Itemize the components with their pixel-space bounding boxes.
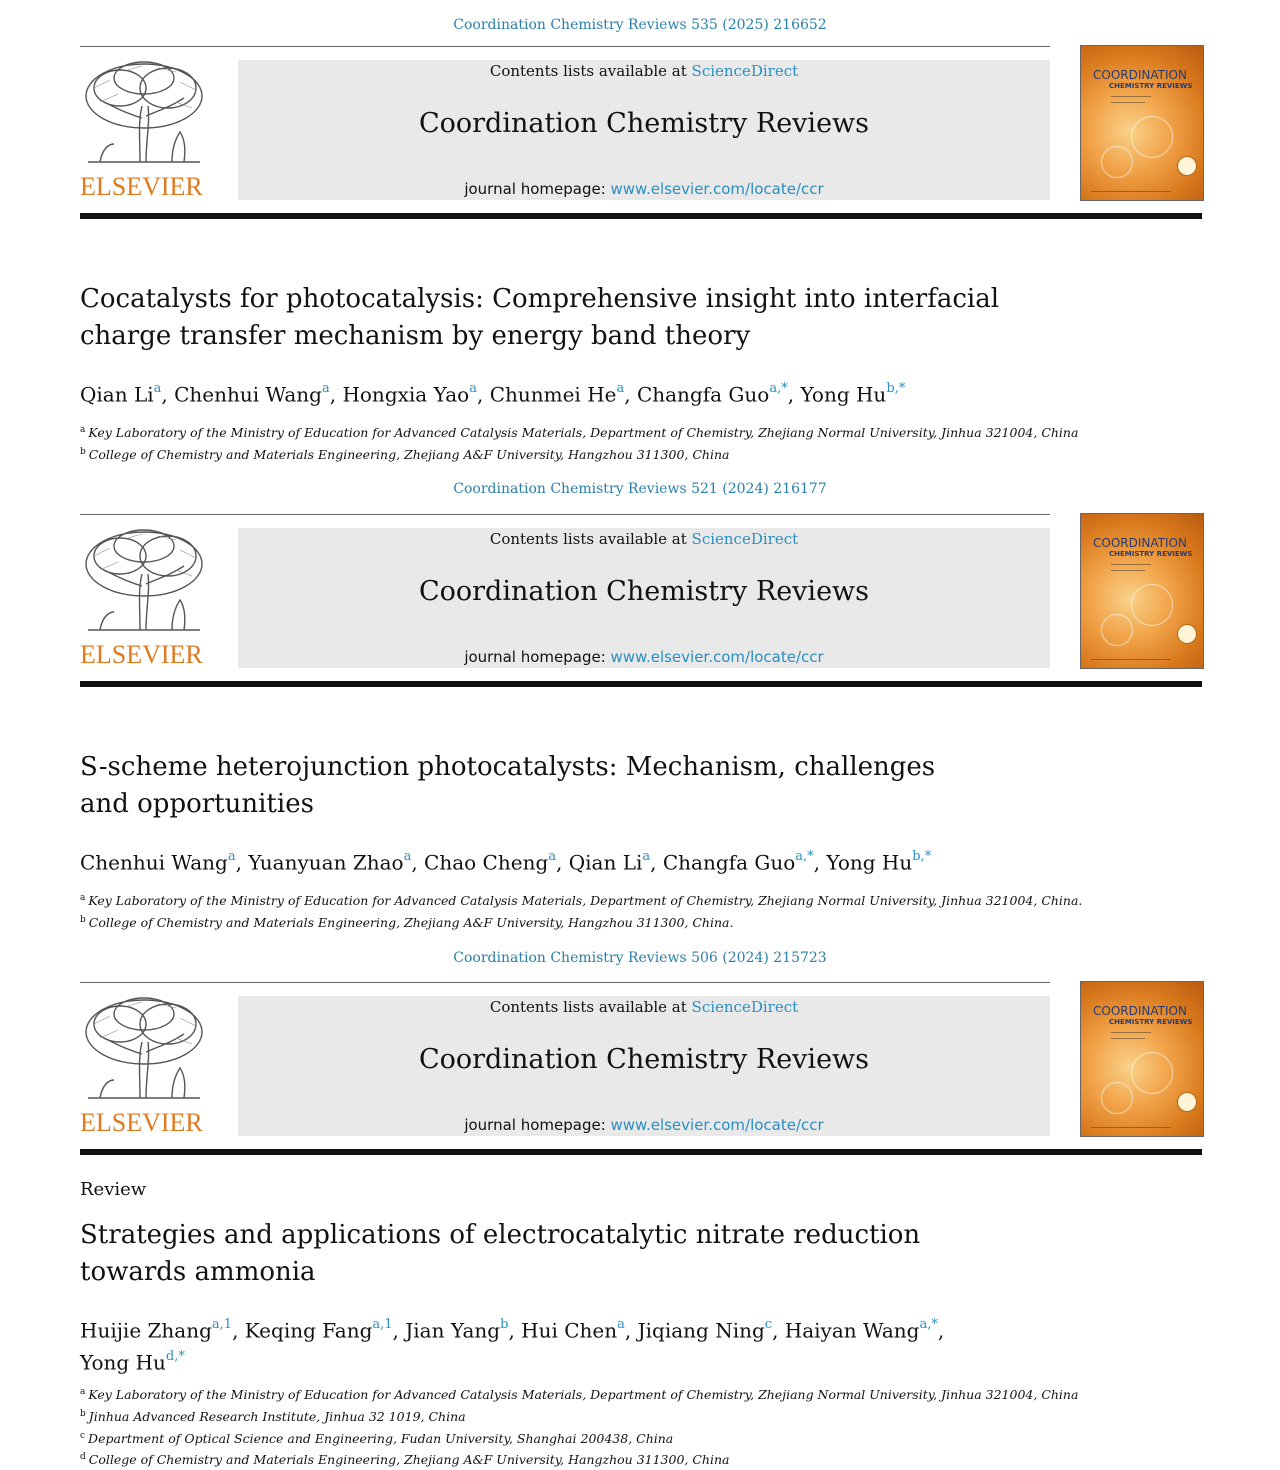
author-affil-mark[interactable]: a — [548, 849, 557, 864]
homepage-link[interactable]: www.elsevier.com/locate/ccr — [610, 180, 824, 198]
author-affil-mark[interactable]: a — [153, 381, 162, 396]
cover-text-line — [1111, 1038, 1145, 1039]
author-name[interactable]: Qian Li — [568, 850, 643, 875]
author-affil-mark[interactable]: b — [500, 1317, 509, 1332]
author-sep: , — [508, 1318, 522, 1343]
author-name[interactable]: Chunmei He — [489, 382, 617, 407]
author-affil-mark[interactable]: a — [227, 849, 236, 864]
homepage-line — [238, 648, 1050, 666]
journal-banner — [238, 996, 1050, 1136]
contents-line — [238, 62, 1050, 80]
cover-text-line — [1091, 1127, 1171, 1128]
author-name[interactable]: Hui Chen — [521, 1318, 618, 1343]
author-name[interactable]: Chenhui Wang — [80, 850, 228, 875]
contents-line — [238, 530, 1050, 548]
cover-title: COORDINATION — [1093, 68, 1187, 82]
cover-title: COORDINATION — [1093, 536, 1187, 550]
affiliation-list — [80, 421, 1180, 465]
journal-cover[interactable] — [1080, 45, 1204, 201]
affiliation — [80, 1448, 1180, 1470]
author-name[interactable]: Changfa Guo — [662, 850, 796, 875]
affiliation-list — [80, 889, 1180, 933]
affiliation — [80, 1427, 1180, 1449]
author-affil-mark[interactable]: a,1 — [211, 1317, 233, 1332]
contents-prefix: Contents lists available at — [489, 998, 692, 1016]
author-list — [80, 1313, 1080, 1376]
cover-text-line — [1111, 564, 1151, 565]
homepage-link[interactable]: www.elsevier.com/locate/ccr — [610, 1116, 824, 1134]
author-sep: , — [556, 850, 569, 875]
cover-seal — [1177, 156, 1197, 176]
elsevier-logo — [80, 526, 208, 668]
affiliation-mark: a — [80, 1387, 86, 1397]
author-name[interactable]: Hongxia Yao — [342, 382, 470, 407]
author-sep: , — [329, 382, 343, 407]
author-affil-mark[interactable]: a — [403, 849, 412, 864]
affiliation-mark: d — [80, 1452, 86, 1463]
title-line: charge transfer mechanism by energy band theory — [80, 321, 751, 351]
author-sep: , — [161, 382, 175, 407]
affiliation-mark: a — [80, 425, 86, 435]
affiliation — [80, 889, 1180, 911]
header-rule — [80, 46, 1050, 47]
author-name[interactable]: Chao Cheng — [424, 850, 549, 875]
affiliation — [80, 911, 1180, 933]
cover-text-line — [1111, 96, 1151, 97]
journal-name: Coordination Chemistry Reviews — [418, 108, 870, 139]
author-sep: , — [772, 1318, 785, 1343]
journal-name: Coordination Chemistry Reviews — [418, 1044, 870, 1075]
author-name[interactable]: Huijie Zhang — [80, 1318, 212, 1343]
author-name[interactable]: Yong Hu — [80, 1350, 166, 1375]
homepage-prefix: journal homepage: — [464, 1116, 611, 1134]
author-line — [80, 377, 1080, 409]
cover-decoration — [1101, 614, 1133, 646]
affiliation-text: Key Laboratory of the Ministry of Education for Advanced Catalysis Materials, Department of Chemistry, Zhejiang Normal University, Jinhua 321004, China — [88, 1387, 1079, 1403]
author-sep: , — [624, 382, 637, 407]
author-name[interactable]: Qian Li — [80, 382, 154, 407]
journal-citation[interactable]: Coordination Chemistry Reviews 535 (2025) 216652 — [453, 17, 827, 33]
cover-subtitle: CHEMISTRY REVIEWS — [1109, 550, 1193, 558]
publisher-name: ELSEVIER — [80, 172, 203, 201]
elsevier-logo — [80, 994, 208, 1136]
author-name[interactable]: Yong Hu — [800, 382, 887, 407]
cover-decoration — [1131, 584, 1173, 626]
cover-text-line — [1091, 191, 1171, 192]
title-line: Cocatalysts for photocatalysis: Comprehensive insight into interfacial — [80, 284, 1000, 314]
author-name[interactable]: Keqing Fang — [244, 1318, 373, 1343]
header-rule — [80, 982, 1050, 983]
author-sep: , — [232, 1318, 245, 1343]
cover-subtitle: CHEMISTRY REVIEWS — [1109, 1018, 1193, 1026]
author-affil-mark[interactable]: a,* — [795, 849, 814, 864]
author-affil-mark[interactable]: a,1 — [372, 1317, 393, 1332]
journal-banner — [238, 528, 1050, 668]
author-affil-mark[interactable]: b,* — [886, 381, 906, 396]
author-list — [80, 845, 1080, 877]
cover-decoration — [1131, 116, 1173, 158]
affiliation — [80, 421, 1180, 443]
sciencedirect-link[interactable]: ScienceDirect — [691, 998, 799, 1016]
author-name[interactable]: Haiyan Wang — [784, 1318, 920, 1343]
elsevier-tree-icon — [80, 58, 208, 170]
author-affil-mark[interactable]: a — [617, 1317, 625, 1332]
author-sep: , — [392, 1318, 406, 1343]
affiliation-text: Department of Optical Science and Engineering, Fudan University, Shanghai 200438, China — [88, 1430, 674, 1446]
cover-title: COORDINATION — [1093, 1004, 1187, 1018]
author-name[interactable]: Changfa Guo — [636, 382, 770, 407]
homepage-link[interactable]: www.elsevier.com/locate/ccr — [610, 648, 824, 666]
header-thick-rule — [80, 1149, 1202, 1155]
affiliation-text: College of Chemistry and Materials Engineering, Zhejiang A&F University, Hangzhou 311300, China — [88, 446, 730, 462]
author-sep: , — [937, 1318, 945, 1343]
author-sep: , — [235, 850, 249, 875]
affiliation-text: Key Laboratory of the Ministry of Education for Advanced Catalysis Materials, Department of Chemistry, Zhejiang Normal University, Jinhua 321004, China. — [88, 893, 1083, 909]
journal-cover[interactable] — [1080, 513, 1204, 669]
cover-decoration — [1101, 146, 1133, 178]
author-sep: , — [650, 850, 663, 875]
author-name[interactable]: Jian Yang — [405, 1318, 501, 1343]
article-type: Review — [80, 1179, 147, 1200]
author-list — [80, 377, 1080, 409]
author-sep: , — [411, 850, 425, 875]
author-affil-mark[interactable]: a — [616, 381, 625, 396]
cover-decoration — [1101, 1082, 1133, 1114]
cover-text-line — [1111, 102, 1145, 103]
author-name[interactable]: Yuanyuan Zhao — [248, 850, 404, 875]
author-affil-mark[interactable]: c — [764, 1317, 773, 1332]
author-affil-mark[interactable]: a,* — [769, 381, 788, 396]
affiliation-mark: b — [80, 914, 86, 925]
cover-seal — [1177, 1092, 1197, 1112]
affiliation-text: College of Chemistry and Materials Engineering, Zhejiang A&F University, Hangzhou 311300, China. — [88, 914, 734, 930]
affiliation-mark: b — [80, 1408, 86, 1419]
title-line: S-scheme heterojunction photocatalysts: Mechanism, challenges — [80, 752, 936, 782]
affiliation-text: College of Chemistry and Materials Engineering, Zhejiang A&F University, Hangzhou 311300, China — [88, 1452, 730, 1468]
contents-prefix: Contents lists available at — [489, 62, 692, 80]
author-line — [80, 1345, 1080, 1377]
author-sep: , — [624, 1318, 638, 1343]
cover-decoration — [1131, 1052, 1173, 1094]
author-affil-mark[interactable]: d,* — [165, 1348, 185, 1364]
title-line: towards ammonia — [80, 1257, 316, 1287]
journal-cover[interactable] — [1080, 981, 1204, 1137]
author-name[interactable]: Jiqiang Ning — [637, 1318, 765, 1343]
author-affil-mark[interactable]: a — [642, 849, 651, 864]
title-line: and opportunities — [80, 789, 314, 819]
contents-line — [238, 998, 1050, 1016]
elsevier-tree-icon — [80, 994, 208, 1106]
journal-name: Coordination Chemistry Reviews — [418, 576, 870, 607]
article-title[interactable] — [80, 281, 1080, 355]
article-title[interactable] — [80, 1217, 1080, 1291]
author-line — [80, 1313, 1080, 1345]
publisher-name: ELSEVIER — [80, 1108, 203, 1137]
cover-text-line — [1091, 659, 1171, 660]
title-line: Strategies and applications of electrocatalytic nitrate reduction — [80, 1220, 921, 1250]
author-name[interactable]: Yong Hu — [826, 850, 913, 875]
sciencedirect-link[interactable]: ScienceDirect — [691, 530, 799, 548]
affiliation — [80, 1405, 1180, 1427]
homepage-line — [238, 1116, 1050, 1134]
elsevier-logo — [80, 58, 208, 200]
affiliation-mark: c — [80, 1430, 86, 1441]
sciencedirect-link[interactable]: ScienceDirect — [691, 62, 799, 80]
cover-seal — [1177, 624, 1197, 644]
author-sep: , — [813, 850, 827, 875]
affiliation-mark: a — [80, 893, 86, 903]
affiliation — [80, 443, 1180, 465]
author-sep: , — [476, 382, 490, 407]
journal-citation[interactable]: Coordination Chemistry Reviews 521 (2024) 216177 — [453, 481, 827, 497]
homepage-line — [238, 180, 1050, 198]
journal-citation[interactable]: Coordination Chemistry Reviews 506 (2024) 215723 — [453, 950, 827, 966]
affiliation-text: Key Laboratory of the Ministry of Education for Advanced Catalysis Materials, Department of Chemistry, Zhejiang Normal University, Jinhua 321004, China — [88, 425, 1079, 441]
header-thick-rule — [80, 681, 1202, 687]
header-rule — [80, 514, 1050, 515]
author-name[interactable]: Chenhui Wang — [174, 382, 322, 407]
author-affil-mark[interactable]: a — [321, 381, 330, 396]
affiliation-mark: b — [80, 446, 86, 457]
homepage-prefix: journal homepage: — [464, 648, 611, 666]
publisher-name: ELSEVIER — [80, 640, 203, 669]
cover-subtitle: CHEMISTRY REVIEWS — [1109, 82, 1193, 90]
affiliation-text: Jinhua Advanced Research Institute, Jinhua 32 1019, China — [88, 1408, 466, 1424]
author-affil-mark[interactable]: a,* — [919, 1317, 938, 1332]
contents-prefix: Contents lists available at — [489, 530, 692, 548]
article-title[interactable] — [80, 749, 1080, 823]
affiliation — [80, 1383, 1180, 1405]
elsevier-tree-icon — [80, 526, 208, 638]
homepage-prefix: journal homepage: — [464, 180, 611, 198]
author-sep: , — [787, 382, 801, 407]
cover-text-line — [1111, 1032, 1151, 1033]
cover-text-line — [1111, 570, 1145, 571]
header-thick-rule — [80, 213, 1202, 219]
journal-banner — [238, 60, 1050, 200]
affiliation-list — [80, 1383, 1180, 1470]
author-affil-mark[interactable]: b,* — [912, 849, 932, 864]
author-line — [80, 845, 1080, 877]
author-affil-mark[interactable]: a — [469, 381, 477, 396]
